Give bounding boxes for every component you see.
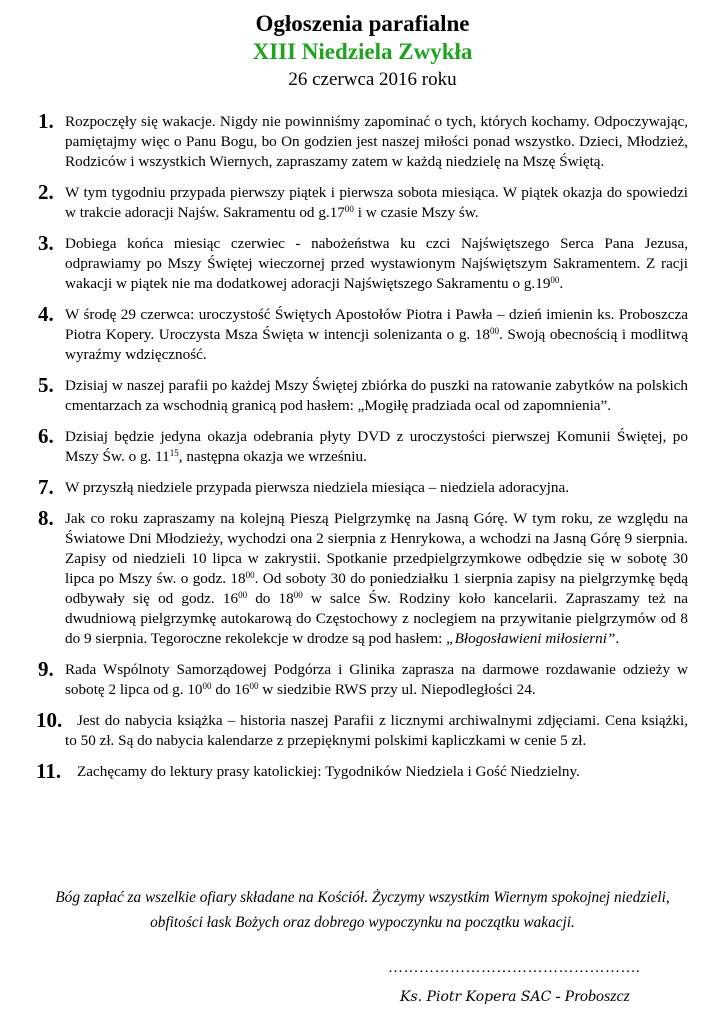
announcement-item-2 [38,180,688,223]
item-number: 8. [38,506,54,530]
page-subtitle: XIII Niedziela Zwykła [252,39,473,64]
item-text: Jak co roku zapraszamy na kolejną Pieszą Pielgrzymkę na Jasną Górę. W tym roku, ze względu na Światowe Dni Młodzieży, wychodzi ona 2 sierpnia z Henrykowa, a wchodzi na Jasną Górę 9 sierpnia. Zapisy od niedzieli 10 lipca w zakrystii. Spotkanie przedpielgrzymkowe odbędzie się w sobotę 30 lipca po Mszy św. o godz. 18 [65,510,688,587]
time-superscript: 00 [245,570,255,580]
item-text: . [615,630,620,647]
item-text: Jest do nabycia książka – historia naszej Parafii z licznymi archiwalnymi zdjęciami. Cena książki, to 50 zł. Są do nabycia kalendarze z przepięknymi polskimi kapliczkami w cenie 5 zł. [65,712,688,749]
announcement-item-3 [38,231,688,294]
item-number: 4. [38,302,54,326]
item-text: Dzisiaj w naszej parafii po każdej Mszy Świętej zbiórka do puszki na ratowanie zabytków na polskich cmentarzach za wschodnią granicą pod hasłem: „Mogiłę pradziada ocal od zapomnienia”. [65,377,688,414]
item-number: 7. [38,475,54,499]
announcement-item-9 [38,657,688,700]
item-text: , następna okazja we wrześniu. [178,448,367,465]
signature [400,988,630,1006]
item-text: . Od soboty 30 do poniedziałku 1 sierpnia zapisy na pielgrzymkę będą odbywały się od godz. 16 [65,570,688,607]
announcement-item-11 [36,759,688,783]
time-superscript: 00 [238,590,248,600]
item-text: Rozpoczęły się wakacje. Nigdy nie powinniśmy zapominać o tych, których kochamy. Odpoczywając, pamiętajmy więc o Panu Bogu, bo On godzien jest naszej miłości ponad wszystko. Dzieci, Młodzież, Rodziców i wszystkich Wiernych, zapraszamy zatem w każdą niedzielę na Mszę Świętą. [65,113,688,170]
time-superscript: 00 [489,326,499,336]
time-superscript: 00 [249,681,259,691]
time-superscript: 00 [344,204,354,214]
item-text: w siedzibie RWS przy ul. Niepodległości 24. [258,681,536,698]
item-text: W środę 29 czerwca: uroczystość Świętych Apostołów Piotra i Pawła – dzień imienin ks. Proboszcza Piotra Kopery. Uroczysta Msza Święta w intencji solenizanta o g. 18 [65,306,688,343]
signature-role: - Proboszcz [551,988,630,1005]
time-superscript: 15 [169,448,179,458]
announcement-list [36,109,689,793]
item-text: Zachęcamy do lektury prasy katolickiej: Tygodników Niedziela i Gość Niedzielny. [77,763,580,780]
item-number: 11. [36,759,62,783]
announcement-item-1 [38,109,688,172]
announcement-item-10 [36,708,688,751]
item-number: 2. [38,180,54,204]
item-number: 1. [38,109,54,133]
item-number: 9. [38,657,54,681]
retreat-motto: „Błogosławieni miłosierni” [446,630,616,647]
item-text: w salce Św. Rodziny koło kancelarii. Zapraszamy też na dwudniową pielgrzymkę autokarową do Częstochowy z noclegiem na przywitanie pielgrzymów od 8 do 9 sierpnia. Tegoroczne rekolekcje w drodze są pod hasłem: [65,590,689,647]
item-text: Dobiega końca miesiąc czerwiec - nabożeństwa ku czci Najświętszego Serca Pana Jezusa, odprawiamy po Mszy Świętej wieczornej przed wystawionym Najświętszym Sakramentem. Z racji wakacji w piątek nie ma dodatkowej adoracji Najświętszego Sakramentu o g.19 [65,235,688,292]
signature-line: …………………………………………. [388,960,641,976]
item-text: do 16 [211,681,250,698]
item-text: W tym tygodniu przypada pierwszy piątek i pierwsza sobota miesiąca. W piątek okazja do spowiedzi w trakcie adoracji Najśw. Sakramentu od g.17 [65,184,688,221]
item-text: . [559,275,564,292]
announcement-item-6 [38,424,688,467]
announcement-item-5 [38,373,688,416]
item-text: Dzisiaj będzie jedyna okazja odebrania płyty DVD z uroczystości pierwszej Komunii Świętej, po Mszy Św. o g. 11 [65,428,688,465]
item-number: 3. [38,231,54,255]
item-number: 10. [36,708,63,732]
item-text: . Swoją obecnością i modlitwą wyraźmy wdzięczność. [65,326,689,363]
item-number: 6. [38,424,54,448]
announcement-item-7 [38,475,688,499]
announcement-item-8 [38,506,689,649]
item-text: Rada Wspólnoty Samorządowej Podgórza i Glinika zaprasza na darmowe rozdawanie odzieży w sobotę 2 lipca od g. 10 [65,661,688,698]
item-text: W przyszłą niedziele przypada pierwsza niedziela miesiąca – niedziela adoracyjna. [65,479,570,496]
signature-name: Ks. Piotr Kopera SAC [400,989,552,1005]
page-title: Ogłoszenia parafialne [255,11,470,36]
item-text: do 18 [247,590,294,607]
time-superscript: 00 [293,590,303,600]
time-superscript: 00 [550,275,560,285]
item-text: i w czasie Mszy św. [353,204,479,221]
item-number: 5. [38,373,54,397]
time-superscript: 00 [202,681,212,691]
closing-blessing: Bóg zapłać za wszelkie ofiary składane na Kościół. Życzymy wszystkim Wiernym spokojnej niedzieli, obfitości łask Bożych oraz dobrego wypoczynku na początku wakacji. [55,889,670,931]
announcement-item-4 [38,302,689,365]
announcement-date: 26 czerwca 2016 roku [288,69,457,90]
